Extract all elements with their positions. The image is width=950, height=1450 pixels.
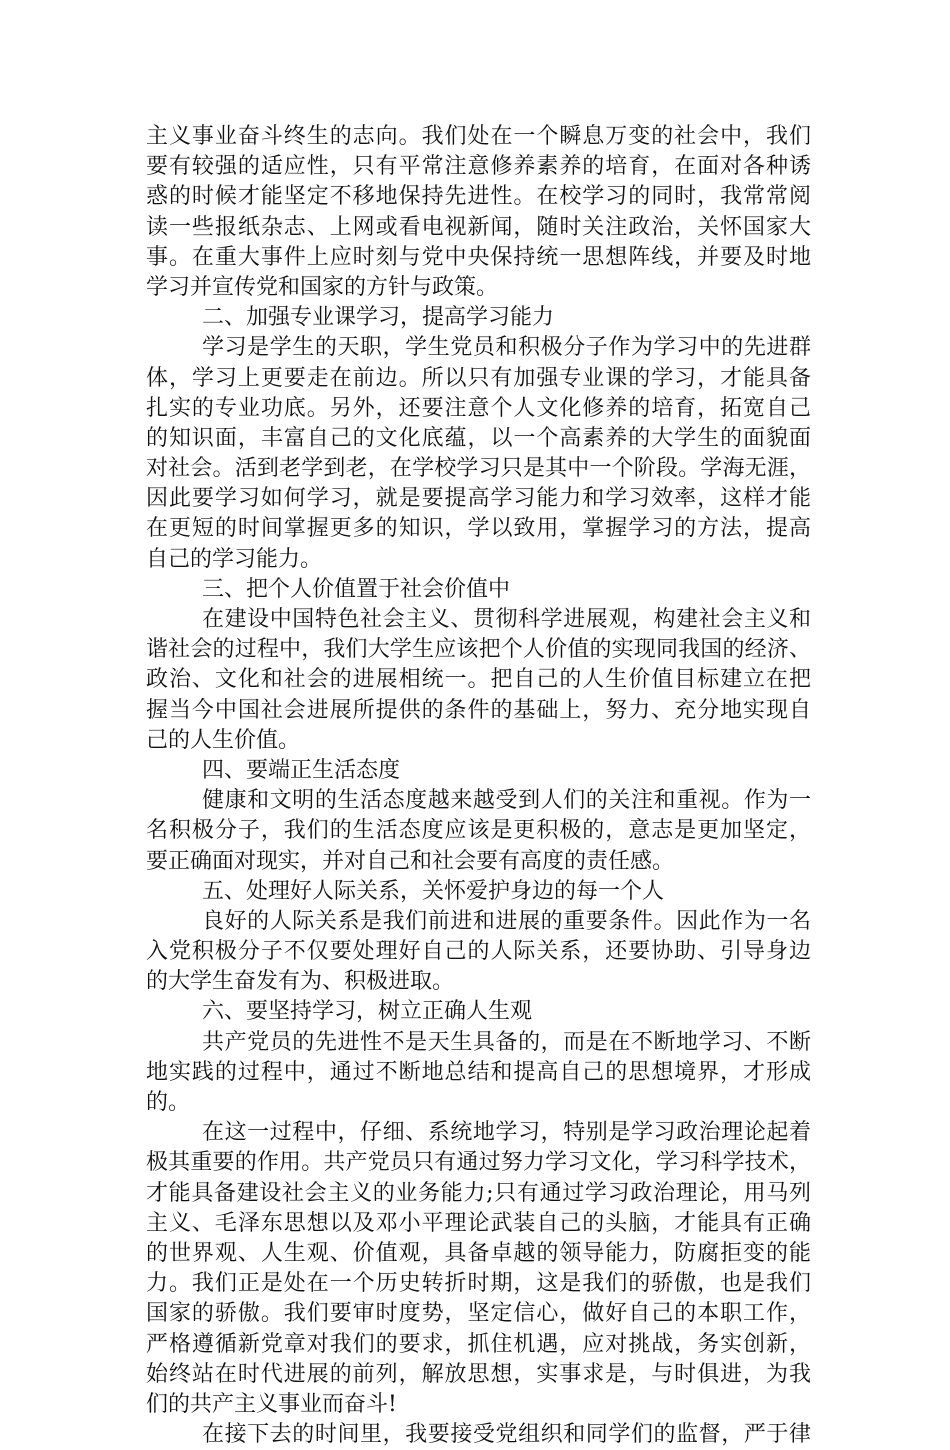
text-line: 才能具备建设社会主义的业务能力;只有通过学习政治理论，用马列 bbox=[146, 1180, 811, 1206]
text-line: 体，学习上更要走在前边。所以只有加强专业课的学习，才能具备 bbox=[146, 365, 811, 391]
text-line: 的大学生奋发有为、积极进取。 bbox=[146, 969, 455, 995]
text-line: 们的共产主义事业而奋斗! bbox=[146, 1391, 397, 1417]
text-line: 严格遵循新党章对我们的要求，抓住机遇，应对挑战，务实创新， bbox=[146, 1331, 811, 1357]
text-line: 因此要学习如何学习，就是要提高学习能力和学习效率，这样才能 bbox=[146, 486, 811, 512]
document-page bbox=[146, 122, 811, 1450]
text-line: 二、加强专业课学习，提高学习能力 bbox=[202, 305, 555, 331]
text-line: 在接下去的时间里，我要接受党组织和同学们的监督，严于律 bbox=[202, 1422, 811, 1448]
text-line: 要正确面对现实，并对自己和社会要有高度的责任感。 bbox=[146, 848, 675, 874]
text-line: 始终站在时代进展的前列，解放思想，实事求是，与时俱进，为我 bbox=[146, 1361, 811, 1387]
text-line: 自己的学习能力。 bbox=[146, 546, 323, 572]
text-line: 健康和文明的生活态度越来越受到人们的关注和重视。作为一 bbox=[202, 788, 811, 814]
text-line: 事。在重大事件上应时刻与党中央保持统一思想阵线，并要及时地 bbox=[146, 244, 811, 270]
text-line: 良好的人际关系是我们前进和进展的重要条件。因此作为一名 bbox=[202, 908, 811, 934]
text-line: 国家的骄傲。我们要审时度势，坚定信心，做好自己的本职工作， bbox=[146, 1301, 811, 1327]
text-line: 要有较强的适应性，只有平常注意修养素养的培育，在面对各种诱 bbox=[146, 154, 811, 180]
text-line: 谐社会的过程中，我们大学生应该把个人价值的实现同我国的经济、 bbox=[146, 637, 811, 663]
text-line: 己的人生价值。 bbox=[146, 727, 301, 753]
text-line: 主义、毛泽东思想以及邓小平理论武装自己的头脑，才能具有正确 bbox=[146, 1210, 811, 1236]
text-line: 的世界观、人生观、价值观，具备卓越的领导能力，防腐拒变的能 bbox=[146, 1240, 811, 1266]
text-line: 六、要坚持学习，树立正确人生观 bbox=[202, 999, 533, 1025]
text-line: 读一些报纸杂志、上网或看电视新闻，随时关注政治，关怀国家大 bbox=[146, 214, 811, 240]
text-line: 握当今中国社会进展所提供的条件的基础上，努力、充分地实现自 bbox=[146, 697, 811, 723]
text-line: 主义事业奋斗终生的志向。我们处在一个瞬息万变的社会中，我们 bbox=[146, 124, 811, 149]
text-line: 四、要端正生活态度 bbox=[202, 757, 401, 783]
text-line: 对社会。活到老学到老，在学校学习只是其中一个阶段。学海无涯， bbox=[146, 456, 811, 482]
text-line: 入党积极分子不仅要处理好自己的人际关系，还要协助、引导身边 bbox=[146, 939, 811, 965]
text-line: 力。我们正是处在一个历史转折时期，这是我们的骄傲，也是我们 bbox=[146, 1271, 811, 1297]
text-line: 极其重要的作用。共产党员只有通过努力学习文化，学习科学技术， bbox=[146, 1150, 811, 1176]
text-line: 在建设中国特色社会主义、贯彻科学进展观，构建社会主义和 bbox=[202, 607, 811, 632]
text-line: 学习是学生的天职，学生党员和积极分子作为学习中的先进群 bbox=[202, 335, 811, 361]
text-line: 的知识面，丰富自己的文化底蕴，以一个高素养的大学生的面貌面 bbox=[146, 425, 811, 451]
text-line: 名积极分子，我们的生活态度应该是更积极的，意志是更加坚定， bbox=[146, 818, 811, 844]
text-line: 在这一过程中，仔细、系统地学习，特别是学习政治理论起着 bbox=[202, 1120, 811, 1146]
text-line: 学习并宣传党和国家的方针与政策。 bbox=[146, 274, 499, 300]
text-line: 五、处理好人际关系，关怀爱护身边的每一个人 bbox=[202, 878, 665, 904]
text-line: 的。 bbox=[146, 1090, 191, 1115]
text-line: 在更短的时间掌握更多的知识，学以致用，掌握学习的方法，提高 bbox=[146, 516, 811, 542]
text-line: 地实践的过程中，通过不断地总结和提高自己的思想境界，才形成 bbox=[146, 1059, 811, 1085]
text-line: 共产党员的先进性不是天生具备的，而是在不断地学习、不断 bbox=[202, 1029, 811, 1055]
text-line: 政治、文化和社会的进展相统一。把自己的人生价值目标建立在把 bbox=[146, 667, 811, 693]
text-line: 惑的时候才能坚定不移地保持先进性。在校学习的同时，我常常阅 bbox=[146, 184, 811, 210]
text-line: 扎实的专业功底。另外，还要注意个人文化修养的培育，拓宽自己 bbox=[146, 395, 811, 421]
text-line: 三、把个人价值置于社会价值中 bbox=[202, 576, 511, 602]
